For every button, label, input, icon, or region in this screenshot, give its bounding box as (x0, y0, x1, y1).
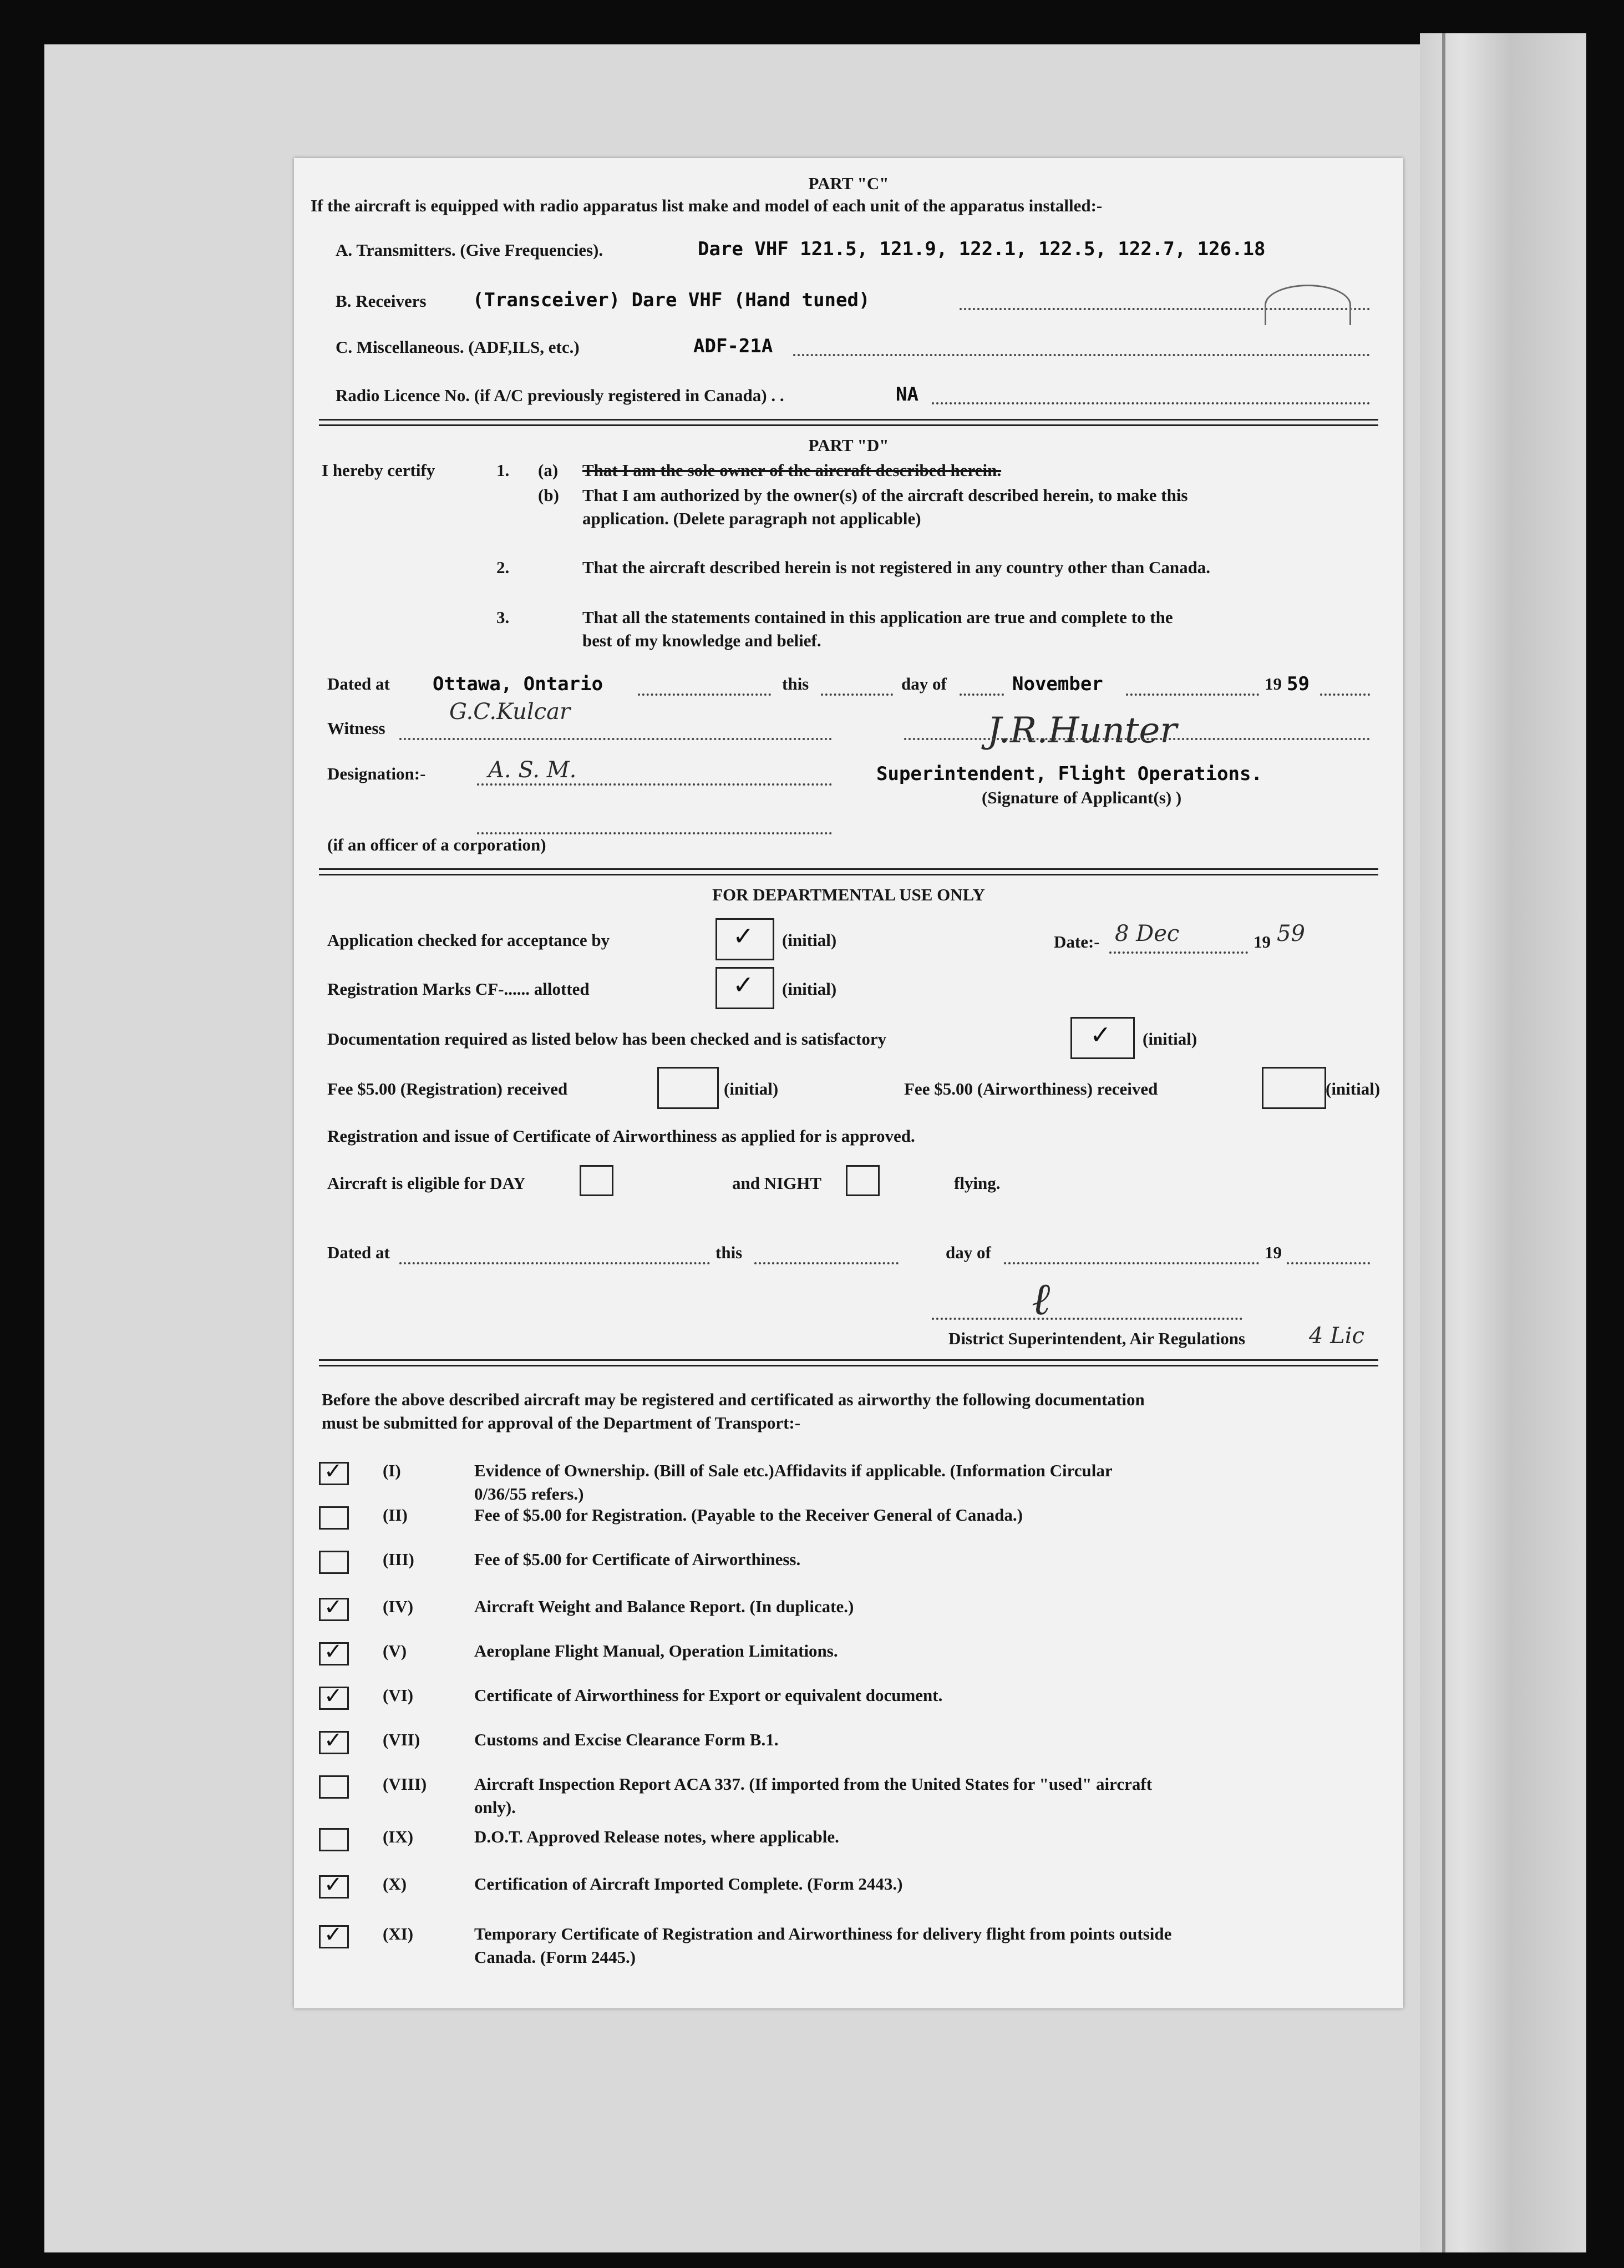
year2-dotted-line (1287, 1262, 1370, 1264)
transmitters-value[interactable]: Dare VHF 121.5, 121.9, 122.1, 122.5, 122.7, 126.18 (698, 238, 1266, 260)
licence-label: Radio Licence No. (if A/C previously registered in Canada) . . (336, 386, 784, 405)
witness-signature: G.C.Kulcar (449, 699, 571, 725)
pencil-mark (1265, 285, 1351, 325)
year-prefix: 19 (1265, 674, 1282, 693)
divider-part-d (319, 868, 1378, 870)
officer-note: (if an officer of a corporation) (327, 835, 546, 854)
documentation-intro-line1: Before the above described aircraft may be registered and certificated as airworthy the following documentation (322, 1390, 1145, 1409)
transmitters-label: A. Transmitters. (Give Frequencies). (336, 240, 603, 260)
doc-item-checkbox[interactable] (319, 1506, 349, 1530)
signature-dotted-line (904, 738, 1370, 740)
doc-item-number: (VII) (383, 1730, 420, 1749)
date-dotted-line (1109, 951, 1248, 954)
doc-item-text: Evidence of Ownership. (Bill of Sale etc.)Affidavits if applicable. (Information Circular (474, 1461, 1113, 1480)
item-2-number: 2. (496, 558, 510, 577)
doc-item-checkbox[interactable] (319, 1551, 349, 1574)
witness-label: Witness (327, 718, 385, 738)
misc-dotted-line (793, 354, 1370, 356)
this2-dotted-line (754, 1262, 899, 1264)
dated-dotted-line (638, 693, 771, 696)
fee-airworthiness-label: Fee $5.00 (Airworthiness) received (904, 1079, 1158, 1098)
dayof2-dotted-line (1004, 1262, 1259, 1264)
doc-item-number: (III) (383, 1550, 414, 1569)
night-checkbox[interactable] (846, 1165, 880, 1196)
checkmark-icon: ✓ (1090, 1020, 1112, 1050)
doc-item-text: Aeroplane Flight Manual, Operation Limitations. (474, 1641, 838, 1660)
checkmark-icon: ✓ (324, 1872, 343, 1897)
doc-item-number: (V) (383, 1641, 407, 1660)
night-label: and NIGHT (732, 1173, 822, 1193)
doc-item-text: Customs and Excise Clearance Form B.1. (474, 1730, 779, 1749)
doc-item-text-continued: Canada. (Form 2445.) (474, 1947, 636, 1967)
checked-initial-box[interactable] (715, 918, 774, 960)
checkmark-icon: ✓ (324, 1728, 343, 1753)
doc-item-checkbox[interactable] (319, 1922, 349, 1948)
doc-item-text: Aircraft Inspection Report ACA 337. (If imported from the United States for "used" aircraft (474, 1774, 1153, 1794)
doc-item-checkbox[interactable] (319, 1594, 349, 1621)
applicant-signature: J.R.Hunter (987, 710, 1177, 751)
district-signature-dotted-line (932, 1318, 1242, 1320)
item-2-text: That the aircraft described herein is not registered in any country other than Canada. (582, 558, 1211, 577)
doc-item-text-continued: only). (474, 1798, 516, 1817)
signature-caption: (Signature of Applicant(s) ) (982, 788, 1182, 807)
month-value[interactable]: November (1012, 673, 1103, 695)
day-checkbox[interactable] (580, 1165, 613, 1196)
checkmark-icon: ✓ (733, 970, 754, 1000)
day-of-label: day of (901, 674, 947, 693)
doc-item-number: (X) (383, 1874, 407, 1894)
checkmark-icon: ✓ (324, 1683, 343, 1709)
marks-initial-label: (initial) (782, 979, 837, 999)
item-a-marker: (a) (538, 460, 559, 480)
month-dotted-line (1126, 693, 1259, 696)
date-label: Date:- (1054, 932, 1100, 951)
checkmark-icon: ✓ (324, 1594, 343, 1620)
designation-value: A. S. M. (488, 757, 577, 783)
district-label: District Superintendent, Air Regulations (948, 1329, 1246, 1348)
departmental-heading: FOR DEPARTMENTAL USE ONLY (712, 885, 985, 904)
doc-item-text: D.O.T. Approved Release notes, where applicable. (474, 1827, 839, 1846)
item-b-line2: application. (Delete paragraph not applicable) (582, 509, 921, 528)
item-1-number: 1. (496, 460, 510, 480)
divider-part-c-second (319, 424, 1378, 426)
licence-value[interactable]: NA (896, 383, 918, 406)
documentation-initial-box[interactable] (1070, 1017, 1135, 1059)
doc-item-checkbox[interactable] (319, 1828, 349, 1851)
doc-item-text: Certification of Aircraft Imported Complete. (Form 2443.) (474, 1874, 903, 1894)
dayof2-label: day of (946, 1243, 991, 1262)
misc-value[interactable]: ADF-21A (693, 335, 773, 357)
approved-label: Registration and issue of Certificate of Airworthiness as applied for is approved. (327, 1126, 915, 1146)
doc-item-number: (XI) (383, 1924, 414, 1943)
checkmark-icon: ✓ (324, 1922, 343, 1947)
part-d-heading: PART "D" (808, 436, 889, 455)
district-signature-mark: ℓ (1032, 1273, 1050, 1325)
doc-item-text-continued: 0/36/55 refers.) (474, 1484, 584, 1503)
divider-part-c (319, 419, 1378, 421)
dated-label: Dated at (327, 674, 390, 693)
day-dotted-line (960, 693, 1004, 696)
fee-registration-initial-label: (initial) (724, 1079, 779, 1098)
documentation-initial-label: (initial) (1143, 1029, 1197, 1049)
checked-initial-label: (initial) (782, 930, 837, 950)
doc-item-checkbox[interactable] (319, 1459, 349, 1485)
item-b-line1: That I am authorized by the owner(s) of the aircraft described herein, to make this (582, 485, 1188, 505)
doc-item-checkbox[interactable] (319, 1872, 349, 1899)
dated-value[interactable]: Ottawa, Ontario (433, 673, 603, 695)
doc-item-number: (IV) (383, 1597, 414, 1616)
doc-item-text: Fee of $5.00 for Certificate of Airworthiness. (474, 1550, 801, 1569)
designation-label: Designation:- (327, 764, 426, 783)
item-b-marker: (b) (538, 485, 559, 505)
fee-airworthiness-initial-label: (initial) (1326, 1079, 1381, 1098)
date-year-prefix: 19 (1253, 932, 1271, 951)
registration-form-page (294, 158, 1403, 2008)
applicant-title[interactable]: Superintendent, Flight Operations. (876, 763, 1262, 785)
fee-registration-label: Fee $5.00 (Registration) received (327, 1079, 568, 1098)
doc-item-number: (VIII) (383, 1774, 427, 1794)
designation-second-dotted-line (477, 832, 832, 834)
flying-label: flying. (954, 1173, 1001, 1193)
checkmark-icon: ✓ (733, 921, 754, 951)
item-a-text-struck: That I am the sole owner of the aircraft described herein. (582, 460, 1002, 480)
receivers-value[interactable]: (Transceiver) Dare VHF (Hand tuned) (473, 289, 870, 311)
fee-registration-initial-box[interactable] (657, 1067, 719, 1109)
doc-item-text: Certificate of Airworthiness for Export or equivalent document. (474, 1685, 943, 1705)
witness-dotted-line (399, 738, 832, 740)
doc-item-number: (II) (383, 1505, 408, 1525)
receivers-label: B. Receivers (336, 291, 427, 311)
year-value[interactable]: 59 (1287, 673, 1310, 695)
date-year-value: 59 (1277, 921, 1305, 946)
marks-initial-box[interactable] (715, 967, 774, 1009)
doc-item-checkbox[interactable] (319, 1683, 349, 1710)
page-edge-line (1442, 33, 1445, 2252)
year2-label: 19 (1265, 1243, 1282, 1262)
date-value: 8 Dec (1115, 921, 1180, 946)
eligible-label: Aircraft is eligible for DAY (327, 1173, 526, 1193)
checkmark-icon: ✓ (324, 1639, 343, 1664)
divider-departmental-second (319, 1365, 1378, 1366)
doc-item-checkbox[interactable] (319, 1728, 349, 1754)
district-hand-note: 4 Lic (1309, 1323, 1364, 1349)
dated2-label: Dated at (327, 1243, 390, 1262)
this2-label: this (715, 1243, 743, 1262)
fee-airworthiness-initial-box[interactable] (1262, 1067, 1326, 1109)
part-c-intro: If the aircraft is equipped with radio apparatus list make and model of each unit of the apparatus installed:- (311, 196, 1103, 215)
doc-item-text: Fee of $5.00 for Registration. (Payable to the Receiver General of Canada.) (474, 1505, 1023, 1525)
doc-item-number: (IX) (383, 1827, 414, 1846)
item-3-line2: best of my knowledge and belief. (582, 631, 821, 650)
misc-label: C. Miscellaneous. (ADF,ILS, etc.) (336, 337, 580, 357)
marks-label: Registration Marks CF-...... allotted (327, 979, 590, 999)
checkmark-icon: ✓ (324, 1459, 343, 1484)
doc-item-text: Aircraft Weight and Balance Report. (In duplicate.) (474, 1597, 854, 1616)
licence-dotted-line (932, 402, 1370, 404)
dated2-dotted-line (399, 1262, 710, 1264)
part-c-heading: PART "C" (808, 174, 889, 193)
doc-item-text: Temporary Certificate of Registration and Airworthiness for delivery flight from points outside (474, 1924, 1172, 1943)
certify-label: I hereby certify (322, 460, 435, 480)
item-3-number: 3. (496, 608, 510, 627)
year-dotted-line (1320, 693, 1370, 696)
divider-departmental (319, 1359, 1378, 1361)
doc-item-checkbox[interactable] (319, 1775, 349, 1799)
documentation-label: Documentation required as listed below has been checked and is satisfactory (327, 1029, 887, 1049)
documentation-intro-line2: must be submitted for approval of the Department of Transport:- (322, 1413, 801, 1432)
checked-label: Application checked for acceptance by (327, 930, 610, 950)
designation-dotted-line (477, 783, 832, 786)
item-3-line1: That all the statements contained in this application are true and complete to the (582, 608, 1173, 627)
doc-item-number: (I) (383, 1461, 401, 1480)
doc-item-number: (VI) (383, 1685, 414, 1705)
divider-part-d-second (319, 874, 1378, 875)
this-dotted-line (821, 693, 893, 696)
doc-item-checkbox[interactable] (319, 1639, 349, 1665)
this-label: this (782, 674, 809, 693)
